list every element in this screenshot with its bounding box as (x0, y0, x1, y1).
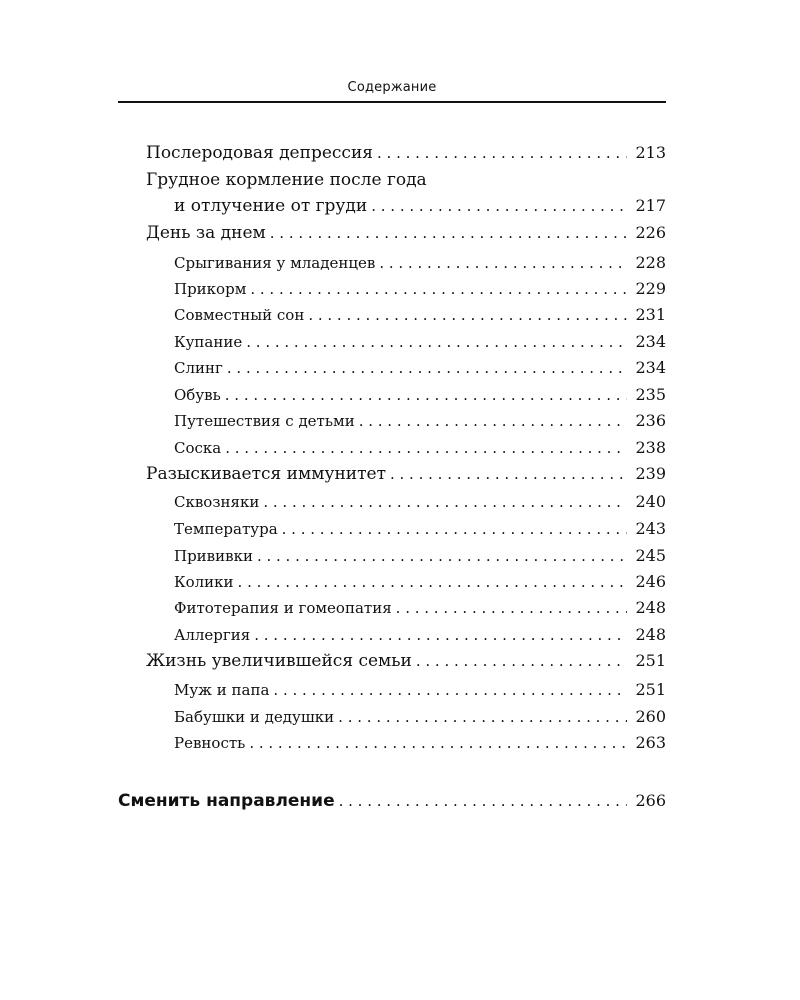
toc-entry-title: Соска (174, 439, 222, 457)
dot-leader (359, 412, 628, 430)
toc-entry-title: Послеродовая депрессия (146, 143, 373, 163)
toc-entry-title: Обувь (174, 386, 221, 404)
dot-leader (379, 254, 627, 272)
toc-chapter-title: Сменить направление (118, 791, 335, 811)
toc-entry[interactable] (0, 358, 666, 384)
toc-entry-title: Слинг (174, 359, 223, 377)
toc-entry[interactable] (0, 519, 666, 545)
dot-leader (257, 547, 628, 565)
toc-entry[interactable] (0, 707, 666, 733)
toc-entry-page: 263 (635, 733, 666, 752)
toc-entry[interactable] (0, 680, 666, 706)
dot-leader (270, 224, 628, 242)
dot-leader (308, 306, 627, 324)
toc-entry[interactable] (0, 196, 666, 222)
toc-entry-page: 248 (635, 625, 666, 644)
toc-entry-page: 236 (635, 411, 666, 430)
toc-entry-title: Сквозняки (174, 493, 260, 511)
dot-leader (339, 792, 628, 810)
toc-entry[interactable] (0, 651, 666, 677)
toc-entry[interactable] (0, 625, 666, 651)
toc-entry-page: 260 (635, 707, 666, 726)
toc-entry-title: и отлучение от груди (174, 196, 368, 216)
toc-entry-page: 239 (635, 464, 666, 483)
toc-entry-title: Температура (174, 520, 278, 538)
toc-entry[interactable] (0, 733, 666, 759)
toc-entry-page: 231 (635, 305, 666, 324)
dot-leader (263, 493, 627, 511)
toc-entry[interactable] (0, 305, 666, 331)
toc-entry-page: 213 (635, 143, 666, 162)
toc-entry-title: Прикорм (174, 280, 247, 298)
toc-entry-page: 217 (635, 196, 666, 215)
toc-entry[interactable] (0, 385, 666, 411)
toc-entry-title: Путешествия с детьми (174, 412, 355, 430)
dot-leader (416, 652, 628, 670)
toc-entry-page: 245 (635, 546, 666, 565)
toc-entry-title: Колики (174, 573, 234, 591)
toc-entry-page: 234 (635, 358, 666, 377)
toc-entry-page: 251 (635, 651, 666, 670)
toc-entry-title: День за днем (146, 223, 266, 243)
toc-entry-page: 229 (635, 279, 666, 298)
toc-entry-page: 266 (635, 791, 666, 810)
toc-chapter-entry[interactable] (0, 791, 666, 817)
toc-entry-page: 248 (635, 598, 666, 617)
dot-leader (390, 465, 627, 483)
toc-entry-page: 228 (635, 253, 666, 272)
toc-entry[interactable] (0, 279, 666, 305)
toc-entry[interactable] (0, 253, 666, 279)
toc-entry[interactable] (0, 332, 666, 358)
toc-entry-title: Разыскивается иммунитет (146, 464, 386, 484)
toc-entry[interactable] (0, 546, 666, 572)
toc-entry-page: 226 (635, 223, 666, 242)
toc-entry-title[interactable]: Грудное кормление после года (146, 170, 427, 190)
toc-entry-title: Срыгивания у младенцев (174, 254, 376, 272)
toc-entry[interactable] (0, 464, 666, 490)
toc-entry-title: Жизнь увеличившейся семьи (146, 651, 412, 671)
toc-entry[interactable] (0, 438, 666, 464)
dot-leader (246, 333, 627, 351)
toc-entry-page: 240 (635, 492, 666, 511)
toc-entry-title: Аллергия (174, 626, 251, 644)
toc-entry-title: Бабушки и дедушки (174, 708, 335, 726)
toc-entry-title: Совместный сон (174, 306, 305, 324)
toc-entry[interactable] (0, 143, 666, 169)
dot-leader (254, 626, 627, 644)
dot-leader (377, 144, 627, 162)
dot-leader (396, 599, 628, 617)
toc-entry-page: 235 (635, 385, 666, 404)
toc-entry[interactable] (0, 598, 666, 624)
toc-entry-page: 238 (635, 438, 666, 457)
toc-entry-title: Ревность (174, 734, 246, 752)
dot-leader (273, 681, 627, 699)
dot-leader (238, 573, 628, 591)
toc-entry-page: 246 (635, 572, 666, 591)
toc-entry[interactable] (0, 223, 666, 249)
toc-entry-title: Купание (174, 333, 243, 351)
dot-leader (250, 280, 627, 298)
toc-entry-page: 234 (635, 332, 666, 351)
dot-leader (338, 708, 627, 726)
dot-leader (282, 520, 628, 538)
dot-leader (225, 439, 627, 457)
toc-entry-title: Прививки (174, 547, 253, 565)
toc-entry[interactable] (0, 411, 666, 437)
toc-entry[interactable] (0, 572, 666, 598)
toc-entry[interactable] (0, 492, 666, 518)
dot-leader (371, 197, 627, 215)
toc-entry-title: Муж и папа (174, 681, 270, 699)
running-head: Содержание (347, 80, 437, 95)
dot-leader (225, 386, 628, 404)
dot-leader (249, 734, 627, 752)
header-rule (118, 101, 666, 103)
toc-entry-title: Фитотерапия и гомеопатия (174, 599, 392, 617)
toc-entry-page: 243 (635, 519, 666, 538)
toc-entry-page: 251 (635, 680, 666, 699)
dot-leader (227, 359, 628, 377)
